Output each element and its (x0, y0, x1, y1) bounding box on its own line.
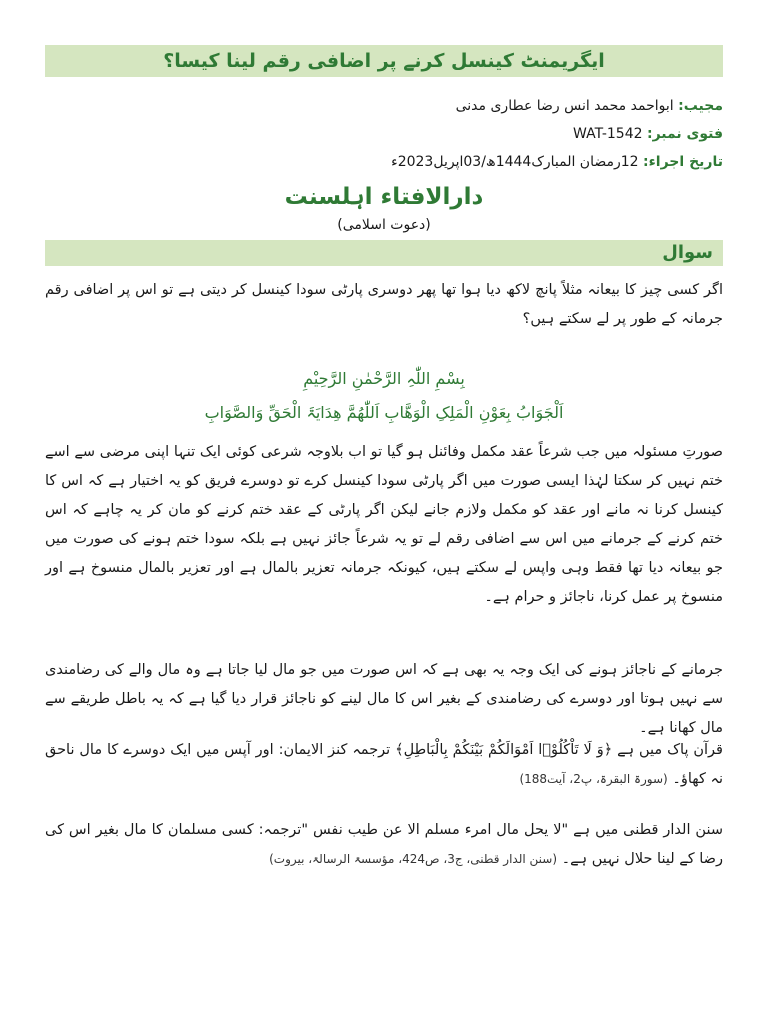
bismillah: بِسْمِ اللّٰہِ الرَّحْمٰنِ الرَّحِیْمِ (303, 369, 465, 388)
issue-date-line (391, 151, 723, 173)
mujeeb-value: ابواحمد محمد انس رضا عطاری مدنی (455, 98, 674, 114)
mujeeb-line (456, 95, 723, 117)
institution-subtitle: (دعوت اسلامی) (337, 217, 431, 233)
quran-reference: (سورۃ البقرۃ، پ2، آیت188) (519, 772, 668, 786)
quran-verse: ﴿وَ لَا تَاْكُلُوْۤا اَمْوَالَكُمْ بَیْنَكُمْ بِالْبَاطِلِ﴾ (395, 742, 613, 758)
page-title: ایگریمنٹ کینسل کرنے پر اضافی رقم لینا کیسا؟ (45, 45, 723, 77)
issue-date-value: 12رمضان المبارک1444ھ/03اپریل2023ء (391, 154, 639, 170)
answer-paragraph-1: صورتِ مسئولہ میں جب شرعاً عقد مکمل وفائنل ہو گیا تو اب بلاوجہ شرعی کوئی ایک تنہا اپنی مرضی سے اسے ختم نہیں کر سکتا لہٰذا ایسی صورت میں اگر پارٹی سودا کینسل کرے تو دوسرے فریق کو یہ اختیار ہے کہ اس کا کینسل کرنا نہ مانے اور عقد کو مکمل ولازم جانے لیکن اگر پارٹی کے عقد ختم کرنے کو مان کر یہ چاہے کہ اس ختم کرنے کے جرمانے میں اس سے اضافی رقم لے تو یہ شرعاً جائز نہیں ہے بلکہ سودا ختم ہونے کی صورت میں جو بیعانہ دیا تھا فقط وہی واپس لے سکتے ہیں، کیونکہ جرمانہ تعزیر بالمال ہے اور تعزیر بالمال منسوخ ہے اور منسوخ پر عمل کرنا، ناجائز و حرام ہے۔ (45, 444, 723, 605)
issue-date-label: تاریخ اجراء: (643, 154, 723, 170)
quran-translation: ترجمہ کنز الایمان: اور آپس میں ایک دوسرے کا مال ناحق نہ کھاؤ۔ (45, 742, 723, 787)
fatwa-number-line (573, 123, 723, 145)
fatwa-number-label: فتوی نمبر: (646, 126, 723, 142)
answer-opening: اَلْجَوَابُ بِعَوْنِ الْمَلِکِ الْوَھَّابِ اَللّٰھُمَّ ھِدَایَۃَ الْحَقِّ وَالصَّوَابِ (204, 403, 564, 422)
fatwa-number-value: WAT-1542 (573, 126, 643, 142)
quran-intro: قرآن پاک میں ہے (617, 742, 723, 758)
answer-paragraph-2: جرمانے کے ناجائز ہونے کی ایک وجہ یہ بھی ہے کہ اس صورت میں جو مال لیا جاتا ہے وہ مال والے کی رضامندی سے نہیں ہوتا اور دوسرے کی رضامندی کے بغیر اس کا مال لینے کو ناجائز قرار دیا گیا ہے کہ یہ باطل طریقے سے مال کھانا ہے۔ (45, 662, 723, 736)
mujeeb-label: مجیب: (678, 98, 723, 114)
daraqutni-reference: (سنن الدار قطنی، ج3، ص424، مؤسسۃ الرسالۃ، بیروت) (269, 852, 558, 866)
question-heading: سوال (45, 240, 723, 266)
answer-paragraph-4 (45, 816, 723, 874)
question-text: اگر کسی چیز کا بیعانہ مثلاً پانچ لاکھ دیا ہوا تھا پھر دوسری پارٹی سودا کینسل کر دیتی ہے تو اس پر اضافی رقم جرمانہ کے طور پر لے سکتے ہیں؟ (45, 282, 723, 327)
institution-name: دارالافتاء اہلسنت (284, 184, 484, 210)
daraqutni-text: سنن الدار قطنی میں ہے "لا یحل مال امرء مسلم الا عن طیب نفس "ترجمہ: کسی مسلمان کا مال بغیر اس کی رضا کے لینا حلال نہیں ہے۔ (45, 822, 723, 867)
answer-paragraph-3 (45, 736, 723, 794)
